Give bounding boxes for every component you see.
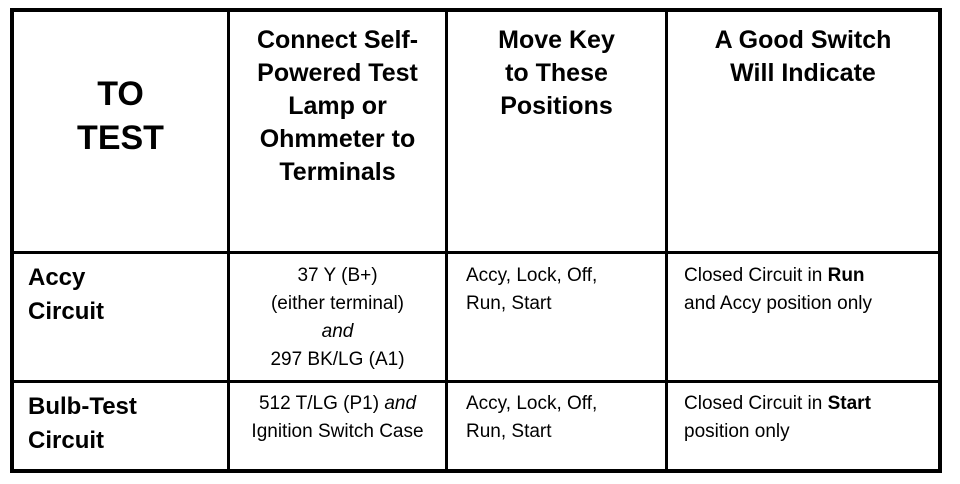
row-label-accy-circuit [28,261,223,329]
row-label-line: Bulb-Test [28,393,137,420]
row-label-bulb-test-circuit [28,390,223,458]
indication-text: Closed Circuit in [684,265,828,286]
header-line: Ohmmeter to [259,125,416,153]
indication-position: Run [827,265,865,286]
terminal-line: Ignition Switch Case [251,421,424,442]
header-line: Powered Test [257,59,418,87]
terminal-line: (either terminal) [270,293,405,314]
position-line: Accy, Lock, Off, [466,393,598,414]
header-line: Will Indicate [730,59,876,87]
indication-position: Start [827,393,871,414]
terminal-line: 297 BK/LG (A1) [270,349,405,370]
header-to-test [14,72,227,160]
indication-text: Closed Circuit in [684,393,828,414]
header-line: Lamp or [288,92,387,120]
indication-line [684,390,940,418]
positions-bulb-test [466,390,661,446]
terminal-and: and [321,321,354,342]
row-label-line: Circuit [28,427,105,454]
positions-accy [466,262,661,318]
ignition-switch-test-table [10,8,942,473]
header-line: Connect Self- [256,26,419,54]
indication-accy [684,262,940,318]
row-divider [14,380,938,383]
header-move-key [448,24,665,123]
terminals-accy [230,262,445,374]
terminal-line [230,390,445,418]
indication-bulb-test [684,390,940,446]
position-line: Run, Start [466,421,552,442]
indication-line: position only [684,421,790,442]
terminal-text: 512 T/LG (P1) [258,393,385,414]
row-label-line: Circuit [28,298,105,325]
row-divider [14,251,938,254]
header-line: Terminals [279,158,396,186]
header-line: to These [505,59,608,87]
header-good-switch [668,24,938,90]
header-line: TO [97,75,144,113]
header-line: TEST [77,119,164,157]
position-line: Run, Start [466,293,552,314]
terminals-bulb-test [230,390,445,446]
header-line: Move Key [498,26,615,54]
terminal-line: 37 Y (B+) [297,265,378,286]
header-connect [230,24,445,189]
indication-line [684,262,940,290]
row-label-line: Accy [28,264,86,291]
indication-line: and Accy position only [684,293,873,314]
position-line: Accy, Lock, Off, [466,265,598,286]
header-line: A Good Switch [714,26,892,54]
terminal-and: and [384,393,417,414]
header-line: Positions [500,92,613,120]
